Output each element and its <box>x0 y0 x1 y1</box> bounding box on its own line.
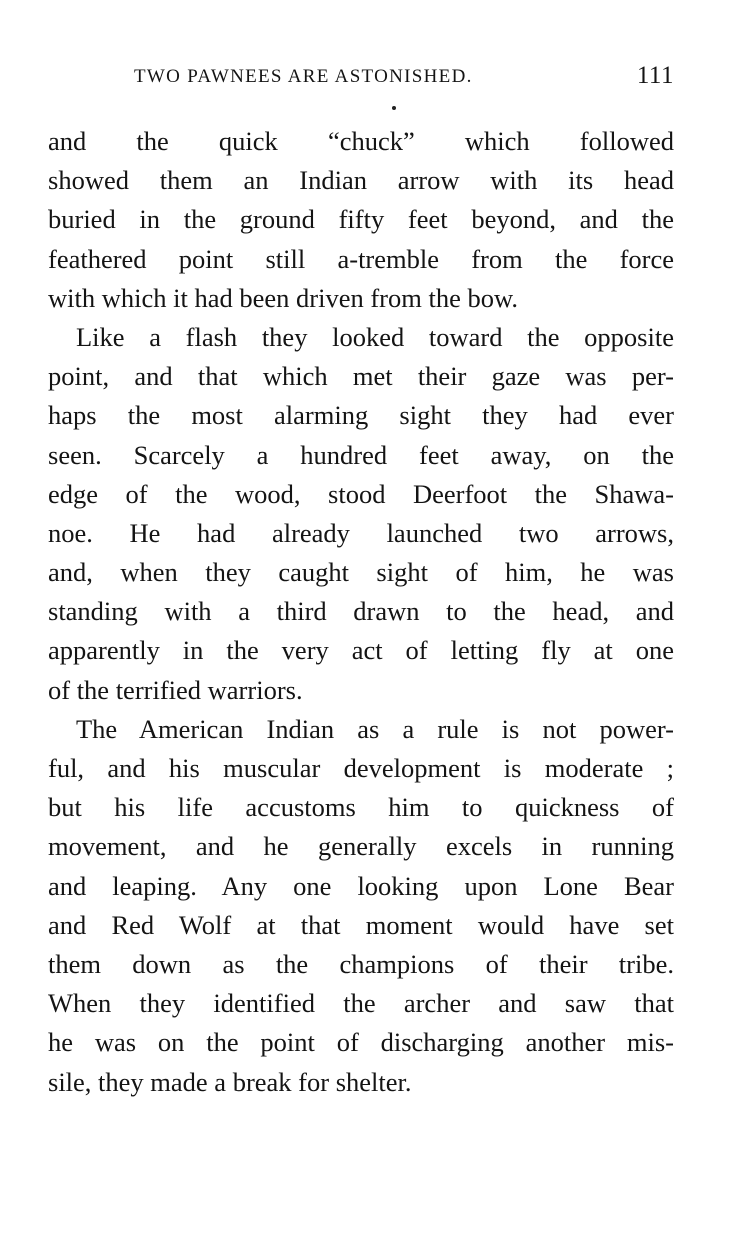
running-title: TWO PAWNEES ARE ASTONISHED. <box>134 66 473 87</box>
text-line: and Red Wolf at that moment would have set <box>48 909 674 940</box>
text-line: showed them an Indian arrow with its head <box>48 165 674 196</box>
text-line: seen. Scarcely a hundred feet away, on the <box>48 439 674 470</box>
text-line: and leaping. Any one looking upon Lone Bear <box>48 870 674 901</box>
paragraph-1 <box>48 122 674 318</box>
text-line: noe. He had already launched two arrows, <box>48 517 674 548</box>
text-line: When they identified the archer and saw that <box>48 988 674 1019</box>
paragraph-2 <box>48 318 674 710</box>
paragraph-3 <box>48 710 674 1102</box>
text-line: but his life accustoms him to quickness of <box>48 792 674 823</box>
page-number: 111 <box>636 62 674 89</box>
print-speck <box>392 106 396 110</box>
text-line: The American Indian as a rule is not power- <box>76 713 674 744</box>
text-line: edge of the wood, stood Deerfoot the Shawa- <box>48 478 674 509</box>
text-line: Like a flash they looked toward the opposite <box>76 321 674 352</box>
text-line: with which it had been driven from the bow. <box>48 282 519 313</box>
text-line: apparently in the very act of letting fly at one <box>48 635 674 666</box>
text-line: he was on the point of discharging another mis- <box>48 1027 674 1058</box>
text-line: of the terrified warriors. <box>48 674 303 705</box>
text-line: standing with a third drawn to the head, and <box>48 596 674 627</box>
text-line: movement, and he generally excels in running <box>48 831 674 862</box>
text-line: and the quick “chuck” which followed <box>48 126 674 156</box>
text-line: buried in the ground fifty feet beyond, and the <box>48 204 674 235</box>
running-head <box>48 62 674 96</box>
text-line: feathered point still a-tremble from the force <box>48 243 674 274</box>
body-text <box>48 122 674 1102</box>
text-line: sile, they made a break for shelter. <box>48 1066 412 1097</box>
text-line: and, when they caught sight of him, he was <box>48 557 674 588</box>
text-line: point, and that which met their gaze was per- <box>48 361 674 392</box>
text-line: ful, and his muscular development is moderate ; <box>48 753 674 783</box>
text-line: haps the most alarming sight they had ever <box>48 400 674 431</box>
text-line: them down as the champions of their tribe. <box>48 948 674 979</box>
